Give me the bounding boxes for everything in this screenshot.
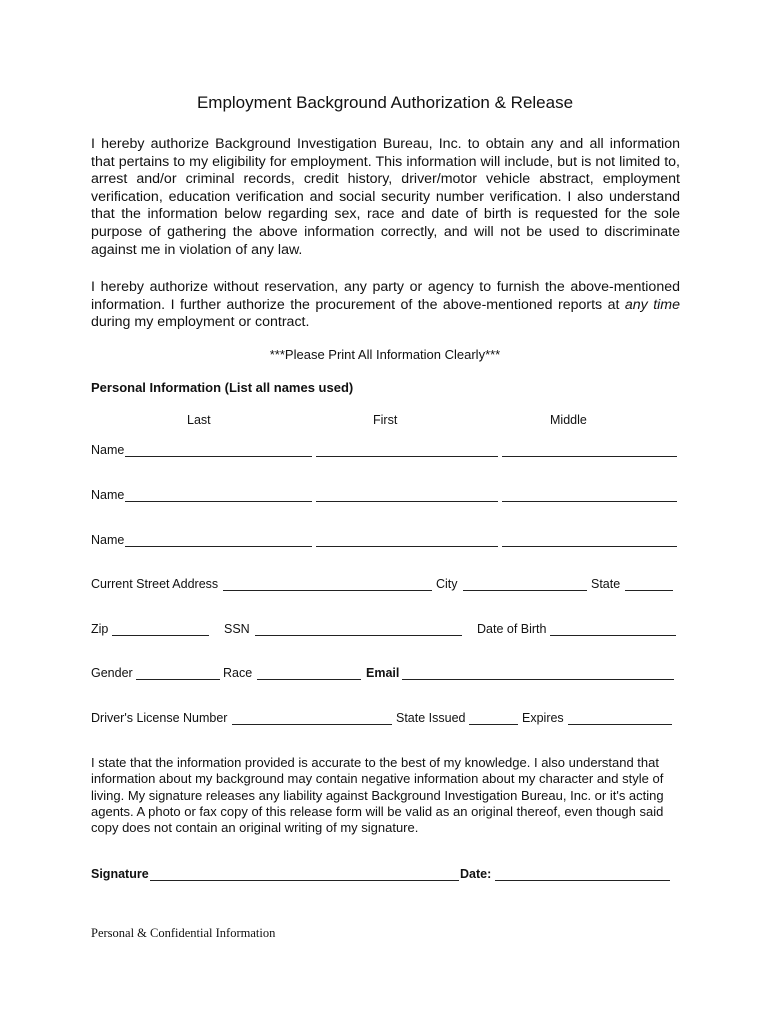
first-name-field[interactable] [316,501,498,502]
dob-label: Date of Birth [477,622,547,636]
state-issued-field[interactable] [469,724,518,725]
reservation-paragraph [91,279,680,332]
name-label: Name [91,443,125,457]
race-field[interactable] [257,679,361,680]
state-field[interactable] [625,590,673,591]
authorization-paragraph: I hereby authorize Background Investigation Bureau, Inc. to obtain any and all information that pertains to my eligibility for employment. This information will include, but is not limited to, arrest and/or criminal records, credit history, driver/motor vehicle abstract, employment verification, education verification and social security number verification. I also understand that the information below regarding sex, race and date of birth is requested for the sole purpose of gathering the above information correctly, and will not be used to discriminate against me in violation of any law. [91,136,680,258]
column-first: First [373,413,398,427]
city-field[interactable] [463,590,587,591]
personal-info-heading: Personal Information (List all names used) [91,380,354,395]
signature-label: Signature [91,867,149,881]
email-field[interactable] [402,679,674,680]
column-middle: Middle [550,413,587,427]
city-label: City [436,577,458,591]
any-time-emphasis: any time [624,296,680,313]
street-address-label: Current Street Address [91,577,219,591]
date-label: Date: [460,867,492,881]
last-name-field[interactable] [125,546,312,547]
last-name-field[interactable] [125,501,312,502]
name-label: Name [91,488,125,502]
gender-field[interactable] [136,679,220,680]
column-last: Last [187,413,211,427]
state-label: State [591,577,621,591]
reservation-text-start: I hereby authorize without reservation, any party or agency to furnish the above-mentioned information. I further authorize the procurement of the above-mentioned reports at [91,279,680,313]
license-label: Driver's License Number [91,711,228,725]
accuracy-statement: I state that the information provided is accurate to the best of my knowledge. I also understand that information about my background may contain negative information about my character and style of living. My signature releases any liability against Background Investigation Bureau, Inc. or it's acting agents. A photo or fax copy of this release form will be valid as an original thereof, even though said copy does not contain an original writing of my signature. [91,755,664,836]
confidential-footer: Personal & Confidential Information [91,926,276,940]
first-name-field[interactable] [316,546,498,547]
email-label: Email [366,666,400,680]
last-name-field[interactable] [125,456,312,457]
middle-name-field[interactable] [502,456,677,457]
ssn-field[interactable] [255,635,462,636]
middle-name-field[interactable] [502,546,677,547]
license-field[interactable] [232,724,392,725]
document-title: Employment Background Authorization & Release [196,93,574,112]
zip-label: Zip [91,622,109,636]
ssn-label: SSN [224,622,250,636]
state-issued-label: State Issued [396,711,466,725]
reservation-text-end: during my employment or contract. [91,314,310,331]
middle-name-field[interactable] [502,501,677,502]
dob-field[interactable] [550,635,676,636]
street-address-field[interactable] [223,590,432,591]
race-label: Race [223,666,253,680]
print-clearly-note: ***Please Print All Information Clearly*** [269,347,501,362]
expires-field[interactable] [568,724,672,725]
signature-field[interactable] [150,880,459,881]
zip-field[interactable] [112,635,209,636]
expires-label: Expires [522,711,564,725]
date-field[interactable] [495,880,670,881]
first-name-field[interactable] [316,456,498,457]
name-label: Name [91,533,125,547]
gender-label: Gender [91,666,133,680]
